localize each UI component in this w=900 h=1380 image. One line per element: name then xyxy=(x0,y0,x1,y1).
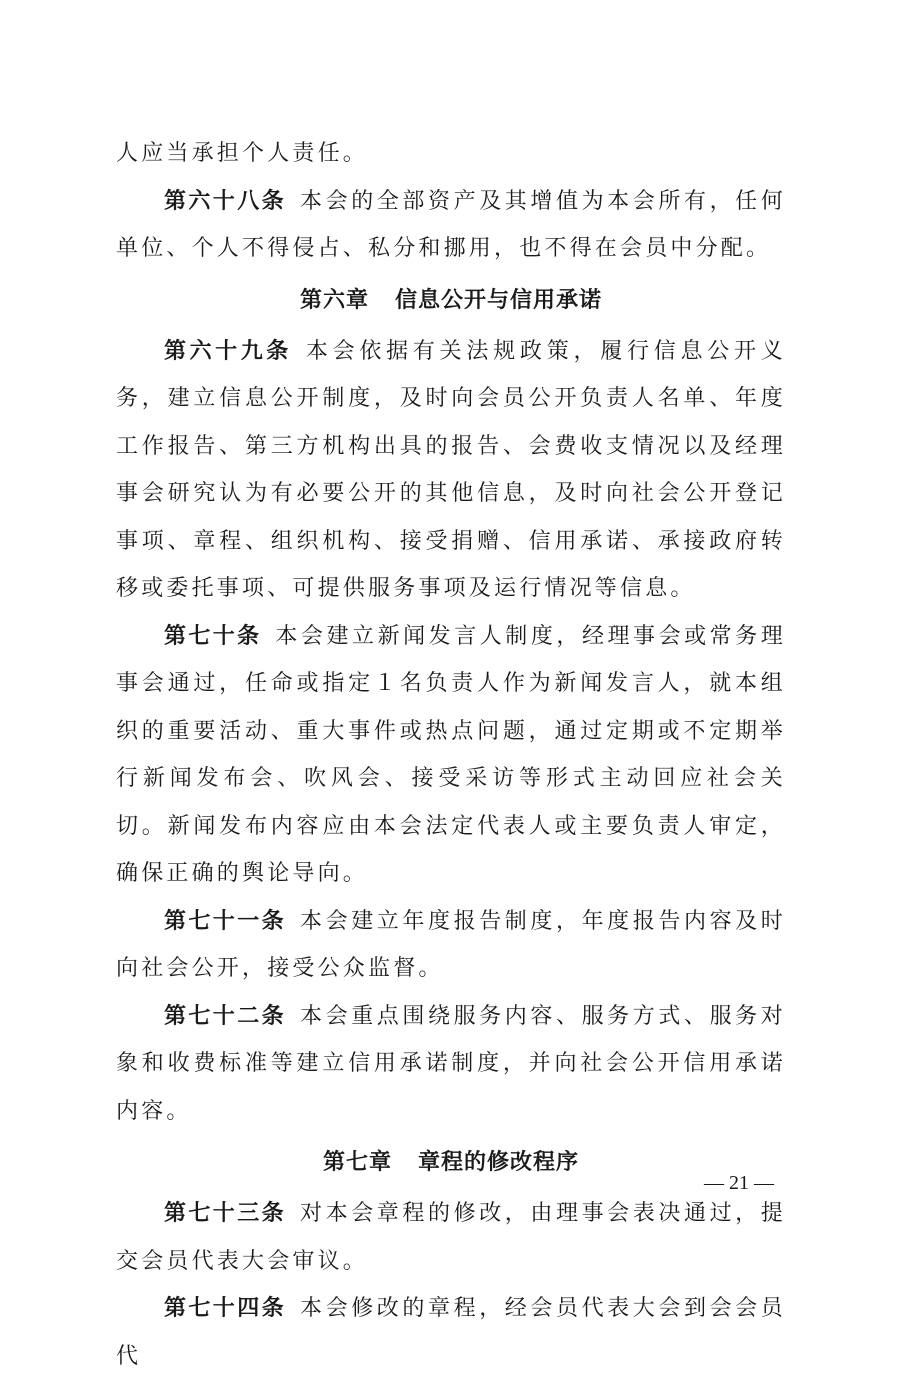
article-text: 本会建立年度报告制度，年度报告内容及时向社会公开，接受公众监督。 xyxy=(116,908,786,981)
chapter-title: 信息公开与信用承诺 xyxy=(395,287,603,313)
article-number: 第七十三条 xyxy=(164,1201,286,1226)
article-74 xyxy=(116,1285,786,1380)
article-number: 第七十四条 xyxy=(164,1296,286,1321)
article-number: 第六十八条 xyxy=(164,188,286,214)
page-number: — 21 — xyxy=(704,1172,774,1194)
article-68 xyxy=(116,178,786,273)
article-text: 本会建立新闻发言人制度，经理事会或常务理事会通过，任命或指定１名负责人作为新闻发言人，就本组织的重要活动、重大事件或热点问题，通过定期或不定期举行新闻发布会、吹风会、接受采访等形式主动回应社会关切。新闻发布内容应由本会法定代表人或主要负责人审定，确保正确的舆论导向。 xyxy=(116,623,786,886)
chapter-number: 第六章 xyxy=(299,287,369,313)
paragraph-text: 人应当承担个人责任。 xyxy=(116,141,369,166)
article-text: 本会的全部资产及其增值为本会所有，任何单位、个人不得侵占、私分和挪用，也不得在会员中分配。 xyxy=(116,188,786,261)
article-text: 本会依据有关法规政策，履行信息公开义务，建立信息公开制度，及时向会员公开负责人名单、年度工作报告、第三方机构出具的报告、会费收支情况以及经理事会研究认为有必要公开的其他信息，及时向社会公开登记事项、章程、组织机构、接受捐赠、信用承诺、承接政府转移或委托事项、可提供服务事项及运行情况等信息。 xyxy=(116,338,786,601)
chapter-6-heading xyxy=(116,275,786,327)
chapter-7-heading xyxy=(116,1137,786,1189)
article-70 xyxy=(116,613,786,898)
article-text: 本会重点围绕服务内容、服务方式、服务对象和收费标准等建立信用承诺制度，并向社会公开信用承诺内容。 xyxy=(116,1003,786,1124)
article-73 xyxy=(116,1190,786,1285)
article-number: 第七十条 xyxy=(164,623,262,649)
article-text: 本会修改的章程，经会员代表大会到会会员代 xyxy=(116,1296,786,1369)
article-69 xyxy=(116,328,786,613)
article-number: 第六十九条 xyxy=(164,338,292,364)
article-71 xyxy=(116,898,786,993)
chapter-title: 章程的修改程序 xyxy=(418,1150,580,1175)
chapter-number: 第七章 xyxy=(322,1150,392,1175)
article-number: 第七十一条 xyxy=(164,908,286,934)
article-72 xyxy=(116,993,786,1136)
article-number: 第七十二条 xyxy=(164,1003,286,1029)
paragraph-continuation xyxy=(116,130,786,178)
article-text: 对本会章程的修改，由理事会表决通过，提交会员代表大会审议。 xyxy=(116,1201,786,1274)
document-page xyxy=(116,130,786,1380)
